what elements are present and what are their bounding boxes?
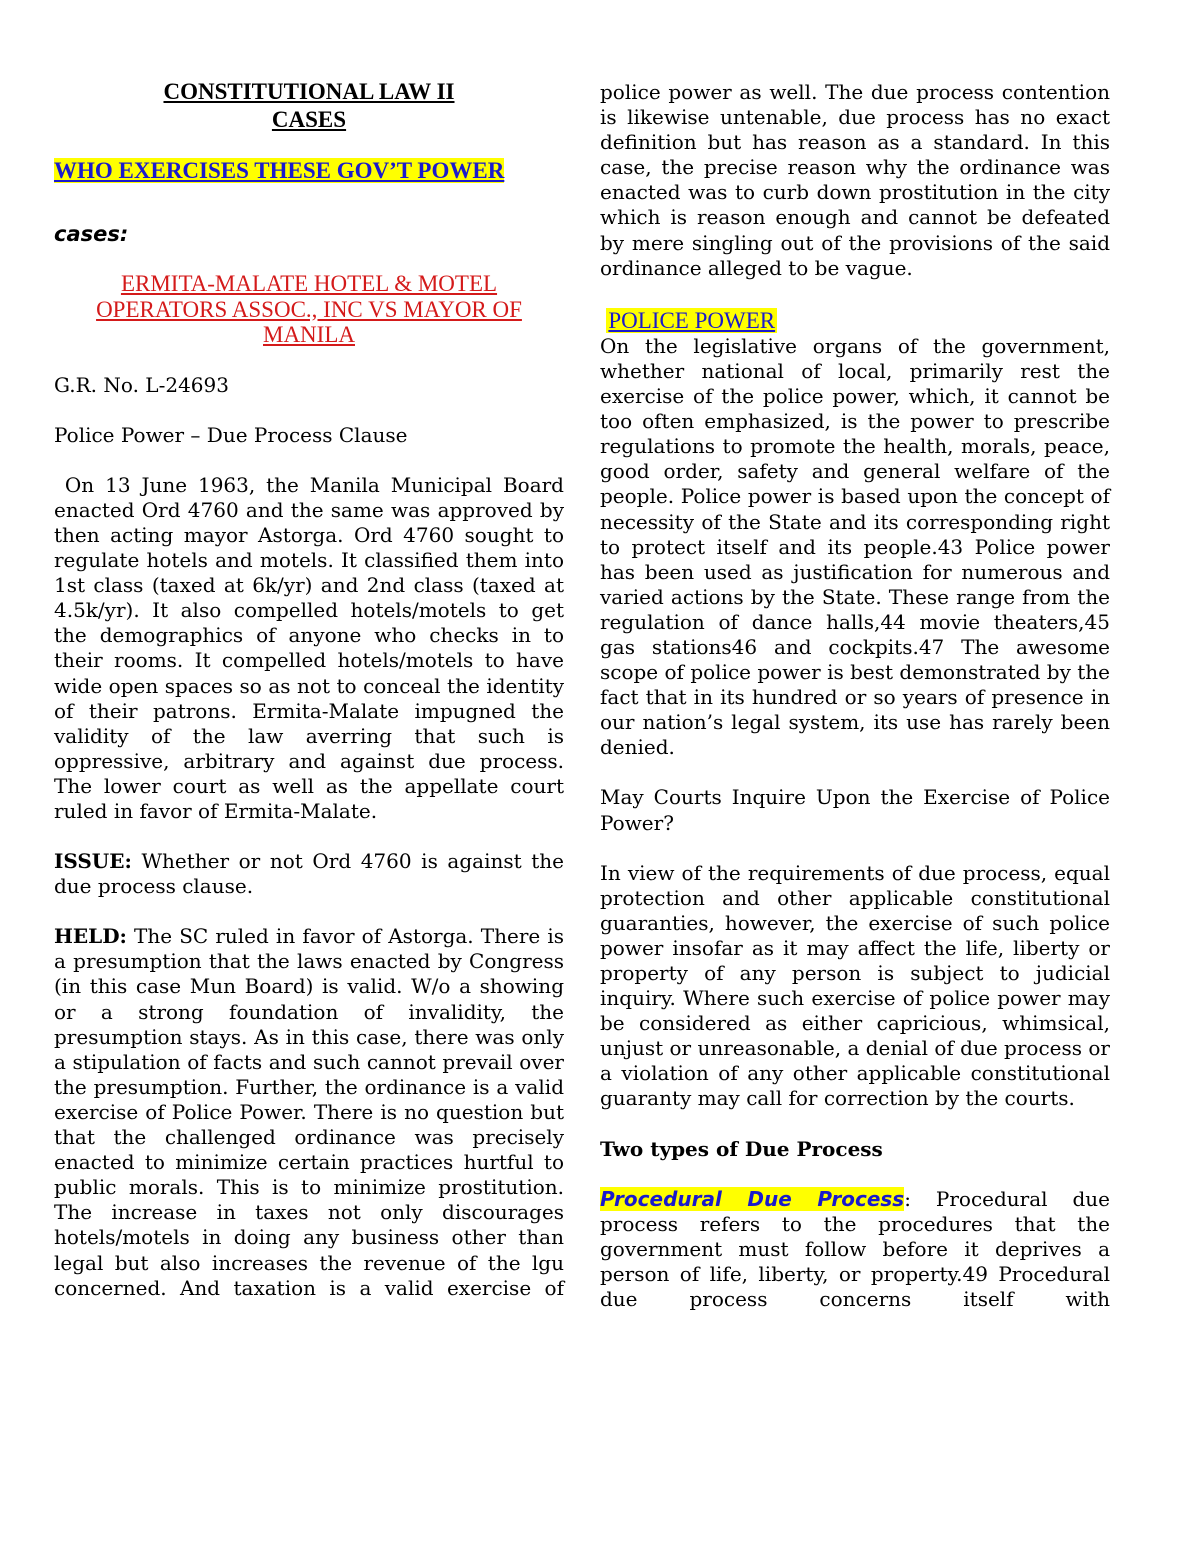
inquiry-question: May Courts Inquire Upon the Exercise of Police Power?	[600, 785, 1110, 835]
left-column	[54, 78, 571, 1301]
police-power-label: POLICE POWER	[608, 307, 776, 333]
police-power-text: On the legislative organs of the government, whether national of local, primarily rest the exercise of the police power, which, it cannot be too often emphasized, is the power to prescribe regulations to promote the health, morals, peace, good order, safety and general welfare of the people. Police power is based upon the concept of necessity of the State and its corresponding right to protect itself and its people.43 Police power has been used as justification for numerous and varied actions by the State. These range from the regulation of dance halls,44 movie theaters,45 gas stations46 and cockpits.47 The awesome scope of police power is best demonstrated by the fact that in its hundred or so years of presence in our nation’s legal system, its use has rarely been denied.	[600, 333, 1110, 760]
due-process-heading	[600, 1137, 1110, 1162]
section-heading-text: WHO EXERCISES THESE GOV’T POWER	[54, 158, 505, 183]
procedural-label: Procedural Due Process	[600, 1186, 905, 1211]
document-title-line2: CASES	[271, 107, 347, 132]
procedural-due-process	[600, 1187, 1110, 1312]
issue-label: ISSUE:	[54, 849, 132, 874]
inquiry-answer: In view of the requirements of due process, equal protection and other applicable constitutional guaranties, however, the exercise of such police power insofar as it may affect the life, liberty or property of any person is subject to judicial inquiry. Where such exercise of police power may be considered as either capricious, whimsical, unjust or unreasonable, a denial of due process or a violation of any other applicable constitutional guaranty may call for correction by the courts.	[600, 860, 1110, 1111]
issue-text: Whether or not Ord 4760 is against the due process clause.	[54, 849, 564, 899]
cases-label: cases:	[54, 222, 129, 246]
held-text: The SC ruled in favor of Astorga. There is a presumption that the laws enacted by Congress (in this case Mun Board) is valid. W/o a showing or a strong foundation of invalidity, the presumption stays. As in this case, there was only a stipulation of facts and such cannot prevail over the presumption. Further, the ordinance is a valid exercise of Police Power. There is no question but that the challenged ordinance was precisely enacted to minimize certain practices hurtful to public morals. This is to minimize prostitution. The increase in taxes not only discourages hotels/motels in doing any business other than legal but also increases the revenue of the lgu concerned. And taxation is a valid exercise of	[54, 924, 564, 1300]
section-heading	[54, 158, 564, 184]
procedural-colon: :	[904, 1186, 911, 1211]
case-held-continued: police power as well. The due process contention is likewise untenable, due process has no exact definition but has reason as a standard. In this case, the precise reason why the ordinance was enacted was to curb down prostitution in the city which is reason enough and cannot be defeated by mere singling out of the provisions of the said ordinance alleged to be vague.	[600, 80, 1110, 280]
due-process-heading-text: Two types of Due Process	[600, 1136, 883, 1161]
procedural-text: Procedural due process refers to the procedures that the government must follow before it deprives a person of life, liberty, or property.49 Procedural due process concerns itself with	[600, 1186, 1110, 1312]
case-issue	[54, 849, 564, 899]
held-label: HELD:	[54, 924, 127, 949]
case-topic: Police Power – Due Process Clause	[54, 422, 408, 447]
case-title: ERMITA-MALATE HOTEL & MOTEL OPERATORS ASSOC., INC VS MAYOR OF MANILA	[96, 271, 522, 348]
case-facts: On 13 June 1963, the Manila Municipal Board enacted Ord 4760 and the same was approved by then acting mayor Astorga. Ord 4760 sought to regulate hotels and motels. It classified them into 1st class (taxed at 6k/yr) and 2nd class (taxed at 4.5k/yr). It also compelled hotels/motels to get the demographics of anyone who checks in to their rooms. It compelled hotels/motels to have wide open spaces so as not to conceal the identity of their patrons. Ermita-Malate impugned the validity of the law averring that such is oppressive, arbitrary and against due process. The lower court as well as the appellate court ruled in favor of Ermita-Malate.	[54, 472, 571, 823]
document-title-line1: CONSTITUTIONAL LAW II	[163, 79, 455, 104]
case-held	[54, 924, 564, 1300]
police-power-heading	[600, 308, 1110, 334]
gr-number: G.R. No. L-24693	[54, 372, 229, 397]
right-column	[600, 80, 1110, 1312]
